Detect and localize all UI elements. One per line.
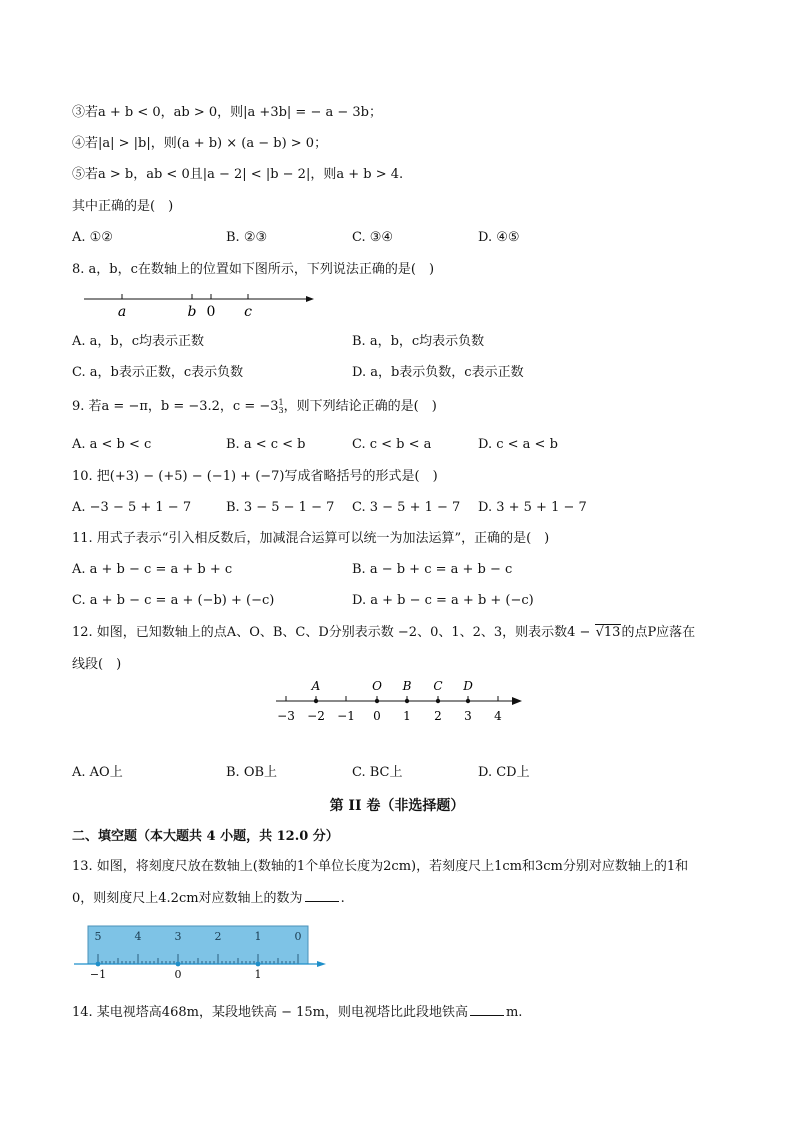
q12-tick-2: 2 [434,709,442,723]
q10-option-a[interactable]: A. −3 − 5 + 1 − 7 [72,500,192,515]
q13-answer-blank[interactable] [305,889,339,902]
q12-option-c[interactable]: C. BC上 [352,765,403,780]
q10-option-b[interactable]: B. 3 − 5 − 1 − 7 [226,500,335,515]
q11-option-d[interactable]: D. a + b − c = a + b + (−c) [352,593,534,608]
q7-option-a[interactable]: A. ①② [72,230,113,245]
q11-stem: 11. 用式子表示“引入相反数后，加减混合运算可以统一为加法运算”，正确的是( ) [72,531,550,546]
q11-option-c[interactable]: C. a + b − c = a + (−b) + (−c) [72,593,275,608]
ruler-label-1: 1 [254,930,262,943]
q12-option-b[interactable]: B. OB上 [226,765,278,780]
statement-3: ③若a + b < 0，ab > 0，则|a +3b| = − a − 3b； [72,105,382,120]
q14-stem-pre: 14. 某电视塔高468m，某段地铁高 − 15m，则电视塔比此段地铁高 [72,1005,468,1020]
ruler-label-4: 4 [134,930,142,943]
q9-stem-post: ，则下列结论正确的是( ) [283,399,437,414]
q7-option-d[interactable]: D. ④⑤ [478,230,520,245]
q12-label-b: B [402,679,412,693]
q9-frac-num: 1 [278,397,284,407]
q13-stem-line2-pre: 0，则刻度尺上4.2cm对应数轴上的数为 [72,891,303,906]
q9-stem-pre: 9. 若a = −π，b = −3.2，c = −3 [72,399,279,414]
q9-option-b[interactable]: B. a < c < b [226,437,306,452]
q12-label-c: C [433,679,443,693]
q12-point-o [375,699,379,703]
q8-label-c: c [244,304,252,320]
q12-stem-line2: 线段( ) [72,657,122,672]
statement-4: ④若|a| > |b|，则(a + b) × (a − b) > 0； [72,136,328,151]
statement-5: ⑤若a > b，ab < 0且|a − 2| < |b − 2|，则a + b > 4. [72,167,404,182]
q9-option-c[interactable]: C. c < b < a [352,437,432,452]
q12-point-a [314,699,318,703]
ruler-label-0: 0 [294,930,302,943]
q12-point-c [436,699,440,703]
q8-label-zero: 0 [206,304,216,320]
q14-answer-blank[interactable] [470,1003,504,1016]
q13-axis-label-0: 0 [174,968,182,980]
q8-option-a[interactable]: A. a，b，c均表示正数 [72,334,205,349]
q12-label-a: A [311,679,321,693]
q10-stem: 10. 把(+3) − (+5) − (−1) + (−7)写成省略括号的形式是( ) [72,469,438,484]
q13-axis-point-1 [256,962,261,967]
q12-tick-4: 4 [494,709,502,723]
q8-option-d[interactable]: D. a，b表示负数，c表示正数 [352,365,524,380]
q8-number-line [80,288,320,320]
q12-point-b [405,699,409,703]
q11-option-a[interactable]: A. a + b − c = a + b + c [72,562,233,577]
q12-stem-post: 的点P应落在 [621,625,696,640]
q12-label-o: O [372,679,382,693]
q9-option-a[interactable]: A. a < b < c [72,437,152,452]
ruler-label-3: 3 [174,930,182,943]
q12-sqrt: √13 [595,625,621,640]
q12-tick-neg3: −3 [277,709,295,723]
ruler-label-5: 5 [94,930,102,943]
q14-stem [72,1003,522,1022]
section-title: 第 II 卷（非选择题） [329,798,465,814]
section-heading: 二、填空题（本大题共 4 小题，共 12.0 分） [72,829,339,844]
q13-axis-point-neg1 [96,962,101,967]
q12-tick-1: 1 [403,709,411,723]
q8-stem: 8. a，b，c在数轴上的位置如下图所示，下列说法正确的是( ) [72,262,435,277]
q13-stem-line1: 13. 如图，将刻度尺放在数轴上(数轴的1个单位长度为2cm)，若刻度尺上1cm和3cm分别对应数轴上的1和 [72,859,689,874]
q12-tick-3: 3 [464,709,472,723]
q12-point-d [466,699,470,703]
q13-axis-point-0 [176,962,181,967]
q13-axis-label-1: 1 [254,968,262,980]
q12-number-line [268,676,532,726]
q12-label-d: D [463,679,473,693]
q13-stem-line2 [72,889,345,908]
q12-option-d[interactable]: D. CD上 [478,765,530,780]
ruler-label-2: 2 [214,930,222,943]
q10-option-c[interactable]: C. 3 − 5 + 1 − 7 [352,500,461,515]
q9-option-d[interactable]: D. c < a < b [478,437,558,452]
q11-option-b[interactable]: B. a − b + c = a + b − c [352,562,513,577]
q12-tick-neg2: −2 [307,709,325,723]
q9-stem [72,398,437,416]
q14-stem-post: m. [505,1005,523,1020]
q8-label-b: b [187,304,197,320]
q7-option-c[interactable]: C. ③④ [352,230,394,245]
question-prompt: 其中正确的是( ) [72,199,174,214]
q13-ruler-figure [70,924,330,980]
q12-stem-pre: 12. 如图，已知数轴上的点A、O、B、C、D分别表示数 −2、0、1、2、3，则表示数4 − [72,625,595,640]
q9-frac-den: 3 [278,405,284,415]
q8-option-b[interactable]: B. a，b，c均表示负数 [352,334,485,349]
q12-option-a[interactable]: A. AO上 [72,765,123,780]
q13-axis-label-neg1: −1 [89,968,107,980]
q12-sqrt-value: 13 [603,625,621,640]
q8-option-c[interactable]: C. a，b表示正数，c表示负数 [72,365,244,380]
q12-tick-neg1: −1 [337,709,355,723]
q12-tick-0: 0 [373,709,381,723]
q7-option-b[interactable]: B. ②③ [226,230,268,245]
q8-label-a: a [117,304,127,320]
q13-stem-line2-post: . [340,891,345,906]
q12-stem [72,624,695,642]
q10-option-d[interactable]: D. 3 + 5 + 1 − 7 [478,500,587,515]
